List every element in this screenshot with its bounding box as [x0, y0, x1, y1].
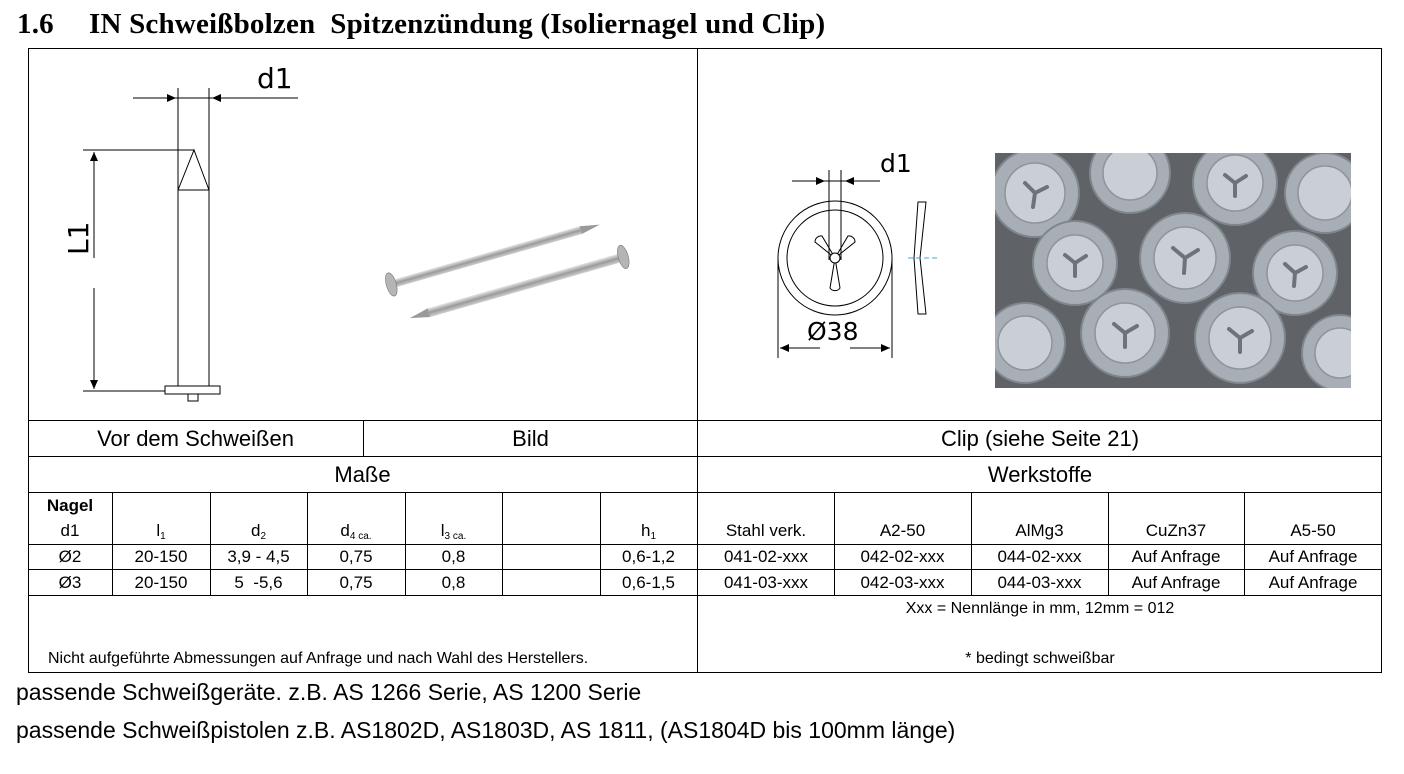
table-cell: 20-150: [134, 547, 188, 566]
clip-photo-image: [995, 153, 1351, 388]
page-title: [17, 8, 825, 41]
col-header-l1: [112, 521, 210, 542]
section-number: 1.6: [17, 8, 54, 40]
table-cell: 042-03-xxx: [860, 573, 945, 592]
nail-picture: [370, 210, 650, 320]
note-xxx-length: Xxx = Nennlänge in mm, 12mm = 012: [905, 600, 1175, 617]
table-cell: 041-03-xxx: [723, 573, 809, 592]
section-materials: Werkstoffe: [987, 461, 1093, 487]
table-cell: 044-02-xxx: [997, 547, 1082, 566]
footer-welding-units: passende Schweißgeräte. z.B. AS 1266 Serie, AS 1200 Serie: [16, 679, 642, 705]
col-header-l3: [405, 521, 502, 542]
table-cell: 0,6-1,5: [622, 573, 675, 592]
footer-welding-guns: passende Schweißpistolen z.B. AS1802D, AS1803D, AS 1811, (AS1804D bis 100mm länge): [16, 717, 956, 743]
divider-col-header: [28, 544, 1382, 545]
divider-row2: [28, 595, 1382, 596]
table-cell: Ø3: [58, 573, 82, 592]
col-header-d1: [28, 521, 112, 542]
clip-diameter-label: Ø38: [807, 317, 859, 346]
table-cell: 20-150: [134, 573, 188, 592]
col-line: [502, 492, 503, 595]
col-header-almg3: AlMg3: [1015, 521, 1064, 540]
col-header-sub: 4 ca.: [349, 531, 372, 542]
table-cell: Ø2: [58, 547, 82, 566]
header-clip: Clip (siehe Seite 21): [940, 425, 1140, 451]
note-conditionally-weldable: * bedingt schweißbar: [965, 650, 1115, 667]
table-cell: Auf Anfrage: [1268, 547, 1358, 566]
table-cell: 0,75: [339, 573, 373, 592]
clip-photo: [995, 153, 1351, 388]
col-header-a2-50: A2-50: [879, 521, 926, 540]
table-cell: Auf Anfrage: [1268, 573, 1358, 592]
col-header-sub: 3 ca.: [444, 531, 467, 542]
table-cell: Auf Anfrage: [1131, 547, 1221, 566]
col-header-d2: [210, 521, 307, 542]
table-cell: Auf Anfrage: [1131, 573, 1221, 592]
col-header-sub: 1: [650, 531, 657, 542]
table-cell: 3,9 - 4,5: [227, 547, 290, 566]
col-header-cuzn37: CuZn37: [1145, 521, 1207, 540]
nail-l1-label: L1: [62, 221, 95, 255]
note-dimensions-on-request: Nicht aufgeführte Abmessungen auf Anfrage und nach Wahl des Herstellers.: [48, 650, 589, 667]
col-header-h1: [600, 521, 697, 542]
col-header-d4: [307, 521, 405, 542]
table-cell: 0,8: [441, 573, 466, 592]
col-header-main: l: [156, 521, 161, 540]
table-cell: 044-03-xxx: [997, 573, 1082, 592]
header-before-welding: Vor dem Schweißen: [97, 425, 294, 451]
table-cell: 042-02-xxx: [860, 547, 945, 566]
table-cell: 5 -5,6: [234, 573, 283, 592]
divider-section-row: [28, 492, 1382, 493]
section-title: IN Schweißbolzen Spitzenzündung (Isoliernagel und Clip): [89, 8, 826, 40]
table-cell: 0,75: [339, 547, 373, 566]
col-header-main: l: [440, 521, 445, 540]
divider-row1: [28, 569, 1382, 570]
col-header-sub: 1: [160, 531, 166, 542]
header-picture: Bild: [512, 425, 549, 451]
col-header-sub: 2: [260, 531, 267, 542]
nagel-label: Nagel: [46, 496, 94, 515]
col-header-main: d: [340, 521, 350, 540]
table-cell: 0,6-1,2: [622, 547, 675, 566]
col-header-main: d1: [60, 521, 80, 540]
col-header-main: h: [640, 521, 651, 540]
col-header-main: d: [250, 521, 261, 540]
clip-d1-label: d1: [880, 149, 912, 178]
nail-d1-label: d1: [257, 62, 293, 95]
clip-drawing: [770, 150, 950, 360]
table-cell: 041-02-xxx: [723, 547, 809, 566]
col-header-stahl: Stahl verk.: [725, 521, 807, 540]
section-dimensions: Maße: [334, 461, 391, 487]
table-cell: 0,8: [441, 547, 466, 566]
col-header-a5-50: A5-50: [1290, 521, 1336, 540]
